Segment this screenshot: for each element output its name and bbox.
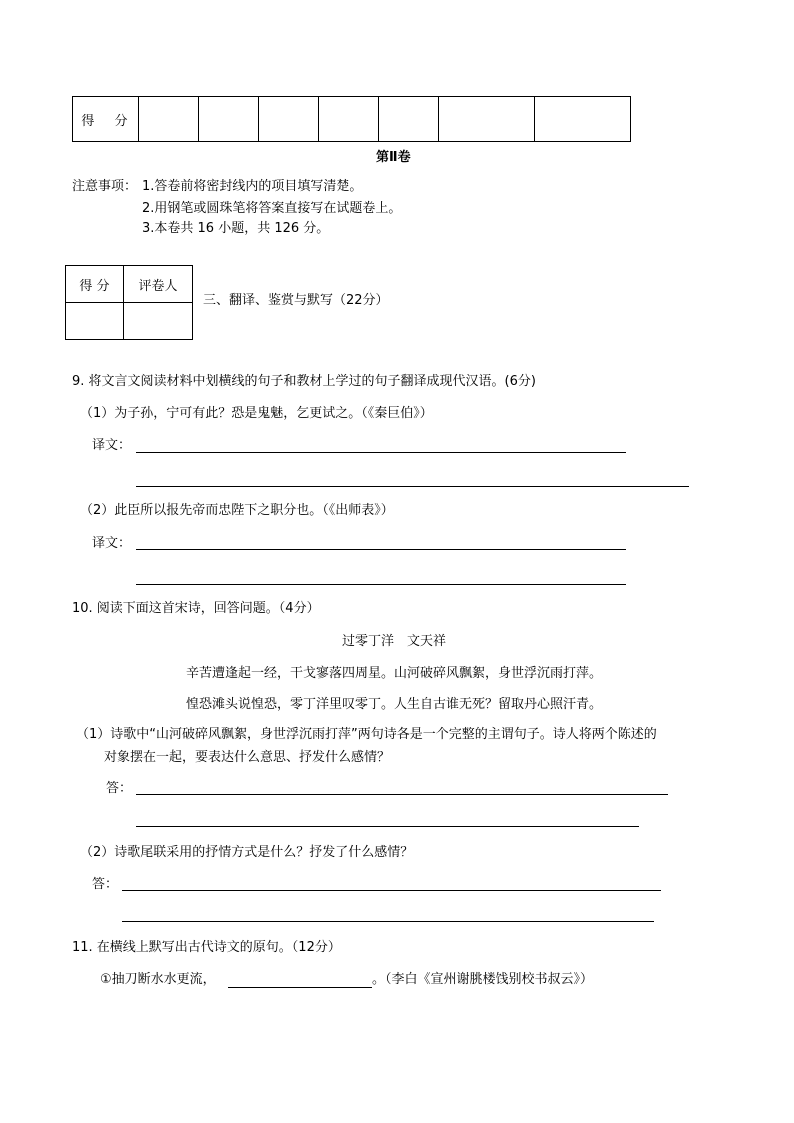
poem-title: 过零丁洋 文天祥 bbox=[342, 634, 447, 649]
grader-score-label: 得 分 bbox=[66, 266, 124, 303]
score-label: 得 分 bbox=[73, 97, 139, 142]
grader-name-cell[interactable] bbox=[124, 303, 193, 340]
score-cell[interactable] bbox=[199, 97, 259, 142]
grader-table bbox=[65, 265, 193, 340]
poem-line-2: 惶恐滩头说惶恐，零丁洋里叹零丁。人生自古谁无死？留取丹心照汗青。 bbox=[186, 697, 603, 712]
answer-line[interactable] bbox=[122, 921, 654, 922]
score-cell[interactable] bbox=[535, 97, 631, 142]
score-cell[interactable] bbox=[379, 97, 439, 142]
answer-line[interactable] bbox=[136, 486, 689, 487]
q9-sub2-label: 译文： bbox=[92, 536, 132, 551]
q9-stem: 9. 将文言文阅读材料中划横线的句子和教材上学过的句子翻译成现代汉语。(6分) bbox=[72, 374, 536, 389]
q9-sub1: （1）为子孙，宁可有此？恐是鬼魅，乞更试之。（《秦巨伯》） bbox=[80, 406, 433, 421]
q9-sub1-label: 译文： bbox=[92, 438, 132, 453]
notice-item-2: 2.用钢笔或圆珠笔将答案直接写在试题卷上。 bbox=[142, 201, 402, 216]
q9-sub2: （2）此臣所以报先帝而忠陛下之职分也。（《出师表》） bbox=[80, 503, 394, 518]
score-cell[interactable] bbox=[259, 97, 319, 142]
score-cell[interactable] bbox=[439, 97, 535, 142]
q10-sub1-label: 答： bbox=[106, 781, 133, 796]
notice-lead: 注意事项： bbox=[72, 179, 138, 194]
q10-sub2-label: 答： bbox=[92, 877, 119, 892]
answer-line[interactable] bbox=[136, 549, 626, 550]
notice-item-1: 1.答卷前将密封线内的项目填写清楚。 bbox=[142, 179, 363, 194]
answer-line[interactable] bbox=[136, 584, 626, 585]
part-heading: 三、翻译、鉴赏与默写（22分） bbox=[203, 293, 389, 308]
grader-score-cell[interactable] bbox=[66, 303, 124, 340]
score-cell[interactable] bbox=[139, 97, 199, 142]
q10-sub1-line2: 对象摆在一起，要表达什么意思、抒发什么感情？ bbox=[104, 750, 391, 765]
fill-blank-line[interactable] bbox=[228, 987, 372, 988]
q10-stem: 10. 阅读下面这首宋诗，回答问题。（4分） bbox=[72, 601, 320, 616]
q10-sub2: （2）诗歌尾联采用的抒情方式是什么？抒发了什么感情？ bbox=[80, 845, 414, 860]
answer-line[interactable] bbox=[122, 890, 661, 891]
notice-item-3: 3.本卷共 16 小题，共 126 分。 bbox=[142, 221, 330, 236]
answer-line[interactable] bbox=[136, 826, 639, 827]
section-title: 第Ⅱ卷 bbox=[376, 150, 411, 165]
q10-sub1-line1: （1）诗歌中“山河破碎风飘絮，身世浮沉雨打萍”两句诗各是一个完整的主谓句子。诗人将两个陈述的 bbox=[76, 727, 657, 742]
answer-line[interactable] bbox=[136, 794, 668, 795]
score-cell[interactable] bbox=[319, 97, 379, 142]
answer-line[interactable] bbox=[136, 452, 626, 453]
score-table bbox=[72, 96, 631, 142]
q11-stem: 11. 在横线上默写出古代诗文的原句。（12分） bbox=[72, 940, 341, 955]
grader-name-label: 评卷人 bbox=[124, 266, 193, 303]
poem-line-1: 辛苦遭逢起一经，干戈寥落四周星。山河破碎风飘絮，身世浮沉雨打萍。 bbox=[186, 666, 603, 681]
q11-item1-prefix: ①抽刀断水水更流， bbox=[100, 972, 216, 987]
q11-item1-suffix: 。（李白《宣州谢朓楼饯别校书叔云》） bbox=[372, 972, 594, 987]
